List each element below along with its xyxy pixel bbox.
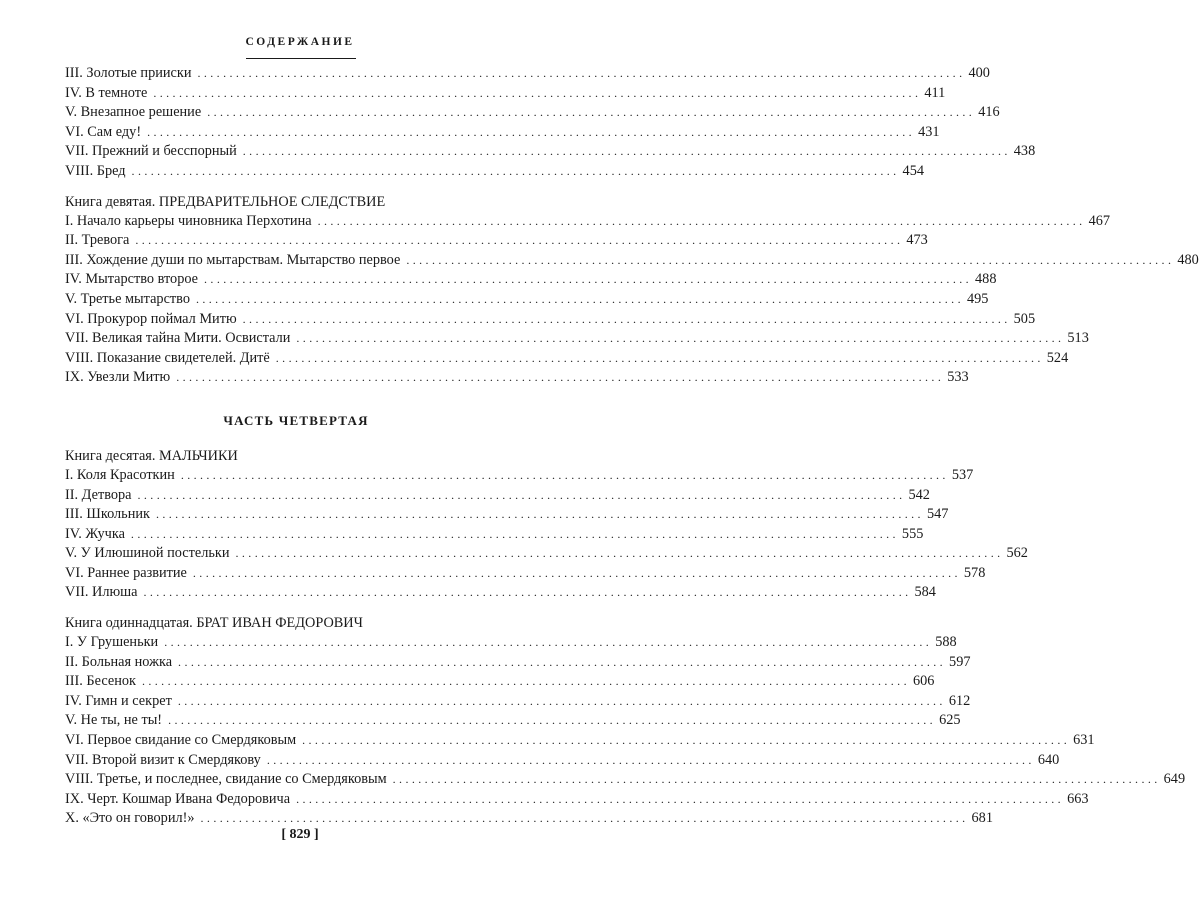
toc-entry — [65, 770, 1186, 790]
toc-entry — [65, 349, 1069, 369]
leader-dots: ........................................................................................................................ — [197, 66, 966, 80]
toc-entry — [65, 564, 986, 584]
leader-dots: ........................................................................................................................ — [392, 772, 1161, 787]
toc-entry — [65, 270, 997, 290]
toc-entry-title: V. Внезапное решение — [65, 104, 202, 121]
toc-entry-title: I. Начало карьеры чиновника Перхотина — [65, 212, 312, 229]
leader-dots: ........................................................................................................................ — [302, 733, 1071, 748]
leader-dots: ........................................................................................................................ — [153, 85, 922, 100]
toc-entry-title: VIII. Бред — [65, 162, 126, 179]
toc-entry-page: 438 — [1013, 143, 1036, 160]
toc-entry-page: 480 — [1177, 251, 1199, 268]
toc-entry-title: IV. Жучка — [65, 525, 125, 542]
toc-entry — [65, 672, 935, 692]
toc-entry — [65, 731, 1095, 751]
leader-dots: ........................................................................................................................ — [131, 163, 900, 178]
toc-entry-title: VII. Прежний и бесспорный — [65, 143, 237, 160]
book-heading: Книга десятая. МАЛЬЧИКИ — [65, 447, 238, 464]
toc-entry — [65, 212, 1111, 232]
leader-dots: ........................................................................................................................ — [192, 565, 961, 580]
toc-entry-page: 597 — [949, 653, 971, 670]
leader-dots: ........................................................................................................................ — [176, 370, 945, 385]
toc-entry — [65, 544, 1028, 564]
toc-entry-page: 562 — [1006, 545, 1028, 562]
book-heading: Книга одиннадцатая. БРАТ ИВАН ФЕДОРОВИЧ — [65, 615, 363, 632]
toc-entry-page: 625 — [939, 712, 961, 729]
toc-entry-page: 524 — [1046, 349, 1069, 366]
toc-entry-title: VI. Прокурор поймал Митю — [65, 310, 237, 327]
toc-entry — [65, 162, 924, 182]
toc-entry — [65, 486, 930, 506]
toc-entry-page: 555 — [901, 525, 924, 542]
leader-dots: ........................................................................................................................ — [178, 654, 947, 669]
toc-entry — [65, 142, 1036, 162]
leader-dots: ........................................................................................................................ — [242, 144, 1011, 159]
toc-entry-title: III. Хождение души по мытарствам. Мытарство первое — [65, 251, 401, 268]
toc-entry-title: VI. Раннее развитие — [65, 564, 187, 581]
toc-entry-page: 640 — [1037, 751, 1060, 768]
toc-entry-title: II. Больная ножка — [65, 653, 173, 670]
toc-entry-page: 431 — [918, 123, 940, 140]
leader-dots: ........................................................................................................................ — [195, 291, 964, 306]
leader-dots: ........................................................................................................................ — [406, 252, 1175, 267]
toc-entry-page: 578 — [963, 564, 986, 581]
toc-entry — [65, 711, 961, 731]
toc-entry-title: VIII. Третье, и последнее, свидание со Смердяковым — [65, 771, 387, 788]
toc-entry-title: IV. Гимн и секрет — [65, 692, 172, 709]
leader-dots: ........................................................................................................................ — [200, 811, 969, 826]
toc-entry — [65, 123, 940, 143]
toc-entry — [65, 368, 969, 388]
toc-entry-title: IX. Черт. Кошмар Ивана Федоровича — [65, 790, 291, 807]
toc-entry — [65, 310, 1036, 330]
leader-dots: ........................................................................................................................ — [141, 674, 910, 689]
table-of-contents — [65, 64, 1199, 829]
toc-entry — [65, 505, 949, 525]
page-number: [ 829 ] — [281, 827, 319, 842]
toc-entry — [65, 525, 924, 545]
toc-entry-title: VII. Второй визит к Смердякову — [65, 751, 261, 768]
toc-entry-title: III. Бесенок — [65, 673, 136, 690]
leader-dots: ........................................................................................................................ — [168, 713, 937, 728]
toc-entry — [65, 231, 928, 251]
toc-entry — [65, 633, 957, 653]
section-spacer — [65, 182, 527, 192]
running-header: СОДЕРЖАНИЕ — [245, 36, 355, 48]
toc-entry-page: 537 — [951, 466, 974, 483]
toc-entry-title: V. У Илюшиной постельки — [65, 545, 230, 562]
toc-entry-title: VI. Сам еду! — [65, 123, 142, 140]
toc-entry-title: V. Третье мытарство — [65, 290, 190, 307]
toc-entry-page: 533 — [947, 369, 969, 386]
toc-entry-title: IV. Мытарство второе — [65, 271, 199, 288]
toc-entry-page: 454 — [902, 162, 924, 179]
toc-entry-title: II. Тревога — [65, 232, 130, 249]
leader-dots: ........................................................................................................................ — [242, 311, 1011, 326]
toc-entry — [65, 583, 936, 603]
leader-dots: ........................................................................................................................ — [275, 350, 1044, 365]
leader-dots: ........................................................................................................................ — [180, 467, 949, 482]
leader-dots: ........................................................................................................................ — [177, 693, 946, 708]
leader-dots: ........................................................................................................................ — [164, 635, 933, 650]
part-heading: ЧАСТЬ ЧЕТВЕРТАЯ — [223, 412, 369, 428]
toc-entry — [65, 84, 946, 104]
toc-entry — [65, 466, 974, 486]
toc-entry-page: 547 — [926, 506, 949, 523]
toc-entry-page: 411 — [924, 84, 946, 101]
toc-entry-title: VII. Илюша — [65, 584, 138, 601]
toc-entry-title: III. Школьник — [65, 506, 150, 523]
toc-group-book10 — [65, 446, 1028, 603]
toc-entry-page: 488 — [975, 271, 997, 288]
toc-entry-title: I. Коля Красоткин — [65, 466, 175, 483]
toc-entry — [65, 103, 1000, 123]
toc-entry-page: 584 — [914, 584, 936, 601]
leader-dots: ........................................................................................................................ — [207, 105, 976, 120]
toc-entry-title: II. Детвора — [65, 486, 132, 503]
toc-entry — [65, 64, 990, 84]
toc-group-book9 — [65, 192, 1199, 388]
toc-entry — [65, 790, 1089, 810]
toc-entry — [65, 251, 1199, 271]
book-heading: Книга девятая. ПРЕДВАРИТЕЛЬНОЕ СЛЕДСТВИЕ — [65, 193, 386, 210]
toc-entry-page: 416 — [978, 104, 1000, 121]
leader-dots: ........................................................................................................................ — [317, 213, 1086, 228]
leader-dots: ........................................................................................................................ — [147, 124, 916, 139]
toc-entry-page: 505 — [1013, 310, 1036, 327]
toc-entry-title: VI. Первое свидание со Смердяковым — [65, 732, 297, 749]
toc-entry-page: 588 — [935, 634, 957, 651]
leader-dots: ........................................................................................................................ — [130, 526, 899, 541]
toc-entry-title: VIII. Показание свидетелей. Дитё — [65, 349, 270, 366]
toc-entry-page: 467 — [1088, 212, 1111, 229]
leader-dots: ........................................................................................................................ — [155, 507, 924, 522]
header-rule — [246, 58, 356, 59]
toc-entry-page: 495 — [966, 290, 989, 307]
toc-entry-page: 663 — [1067, 790, 1089, 807]
section-spacer — [65, 603, 527, 613]
toc-entry-page: 612 — [948, 692, 971, 709]
toc-entry-title: IX. Увезли Митю — [65, 369, 171, 386]
toc-entry-title: III. Золотые прииски — [65, 65, 192, 81]
toc-entry-page: 473 — [906, 232, 928, 249]
toc-group-book8-continued — [65, 64, 1036, 182]
toc-entry-title: I. У Грушеньки — [65, 634, 159, 651]
leader-dots: ........................................................................................................................ — [137, 487, 906, 502]
leader-dots: ........................................................................................................................ — [296, 331, 1065, 346]
toc-entry-title: IV. В темноте — [65, 84, 148, 101]
toc-entry — [65, 329, 1089, 349]
toc-entry-page: 542 — [908, 486, 930, 503]
toc-entry — [65, 751, 1060, 771]
leader-dots: ........................................................................................................................ — [296, 791, 1065, 806]
toc-entry-page: 606 — [912, 673, 935, 690]
toc-entry-title: V. Не ты, не ты! — [65, 712, 163, 729]
leader-dots: ........................................................................................................................ — [135, 233, 904, 248]
toc-entry-page: 631 — [1073, 732, 1095, 749]
toc-entry-title: X. «Это он говорил!» — [65, 810, 195, 827]
toc-entry-page: 681 — [971, 810, 993, 827]
toc-entry — [65, 692, 971, 712]
toc-group-book11 — [65, 613, 1186, 829]
leader-dots: ........................................................................................................................ — [266, 752, 1035, 767]
toc-entry-page: 400 — [968, 65, 990, 81]
toc-entry — [65, 290, 989, 310]
leader-dots: ........................................................................................................................ — [235, 546, 1004, 561]
toc-entry-page: 649 — [1163, 771, 1186, 788]
leader-dots: ........................................................................................................................ — [143, 585, 912, 600]
toc-entry-title: VII. Великая тайна Мити. Освистали — [65, 330, 291, 347]
toc-entry-page: 513 — [1067, 330, 1089, 347]
toc-entry — [65, 653, 971, 673]
leader-dots: ........................................................................................................................ — [204, 272, 973, 287]
